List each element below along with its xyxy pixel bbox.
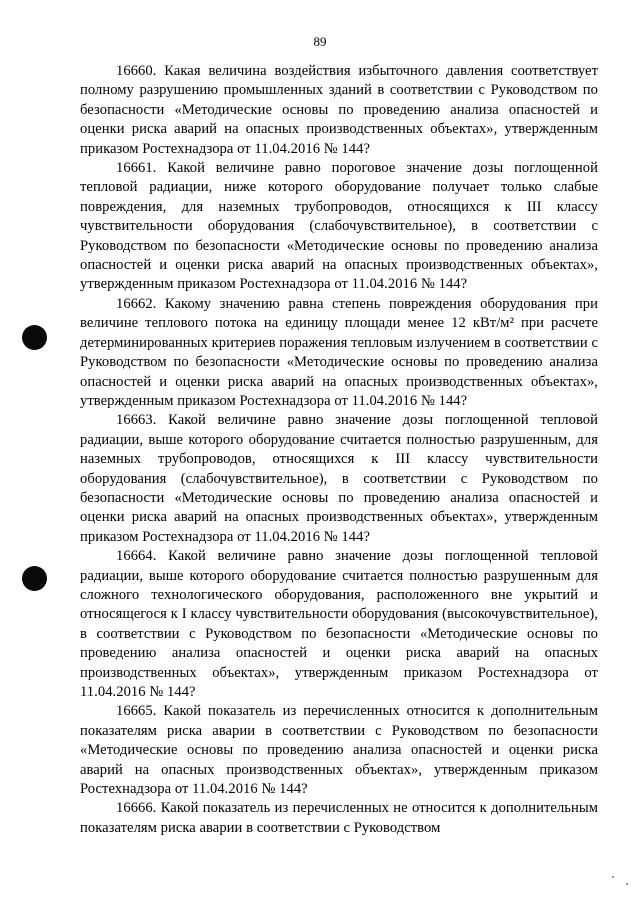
punch-hole [22, 325, 47, 350]
punch-hole [22, 566, 47, 591]
question-16666: 16666. Какой показатель из перечисленных не относится к дополнительным показателям риска аварии в соответствии с Руководством [80, 800, 598, 836]
question-16664: 16664. Какой величине равно значение дозы поглощенной тепловой радиации, выше которого оборудование считается полностью разрушенным для сложного технологического оборудования, расположенного вне укрытий и относящегося к I классу чувствительности оборудования (высокочувствительное), в соответствии с Руководством по безопасности «Методические основы по проведению анализа опасностей и оценки риска аварий на опасных производственных объектах», утвержденным приказом Ростехнадзора от 11.04.2016 № 144? [80, 548, 598, 700]
scan-speck [626, 883, 628, 885]
question-16663: 16663. Какой величине равно значение дозы поглощенной тепловой радиации, выше которого оборудование считается полностью разрушенным, для наземных трубопроводов, относящихся к III классу чувствительности оборудования (слабочувствительное), в соответствии с Руководством по безопасности «Методические основы по проведению анализа опасностей и оценки риска аварий на опасных производственных объектах», утвержденным приказом Ростехнадзора от 11.04.2016 № 144? [80, 412, 598, 545]
question-16662: 16662. Какому значению равна степень повреждения оборудования при величине теплового потока на единицу площади менее 12 кВт/м² при расчете детерминированных критериев поражения тепловым излучением в соответствии с Руководством по безопасности «Методические основы по проведению анализа опасностей и оценки риска аварий на опасных производственных объектах», утвержденным приказом Ростехнадзора от 11.04.2016 № 144? [80, 295, 598, 409]
page-number: 89 [313, 34, 327, 49]
document-body [80, 62, 598, 838]
question-16661: 16661. Какой величине равно пороговое значение дозы поглощенной тепловой радиации, ниже которого оборудование получает только слабые повреждения, для наземных трубопроводов, относящихся к III классу чувствительности оборудования (слабочувствительное), в соответствии с Руководством по безопасности «Методические основы по проведению анализа опасностей и оценки риска аварий на опасных производственных объектах», утвержденным приказом Ростехнадзора от 11.04.2016 № 144? [80, 160, 598, 293]
scan-speck [612, 876, 614, 878]
question-16660: 16660. Какая величина воздействия избыточного давления соответствует полному разрушению промышленных зданий в соответствии с Руководством по безопасности «Методические основы по проведению анализа опасностей и оценки риска аварий на опасных производственных объектах», утвержденным приказом Ростехнадзора от 11.04.2016 № 144? [80, 63, 598, 157]
question-16665: 16665. Какой показатель из перечисленных относится к дополнительным показателям риска аварии в соответствии с Руководством по безопасности «Методические основы по проведению анализа опасностей и оценки риска аварий на опасных производственных объектах», утвержденным приказом Ростехнадзора от 11.04.2016 № 144? [80, 703, 598, 798]
